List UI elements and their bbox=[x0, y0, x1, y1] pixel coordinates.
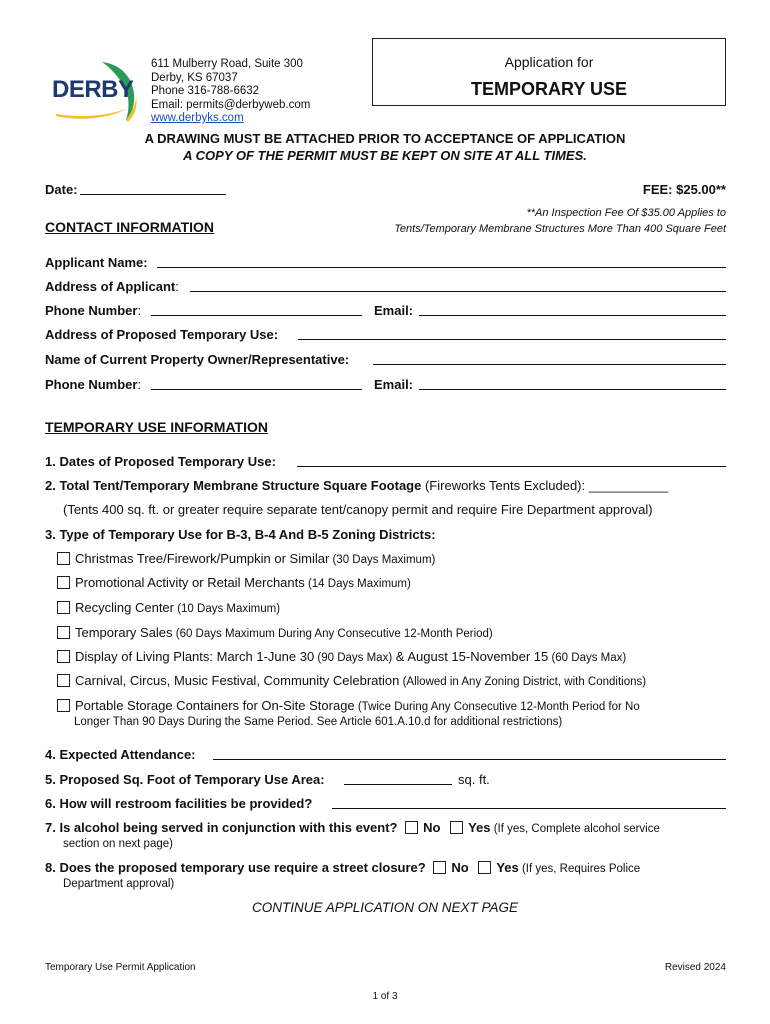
derby-logo bbox=[50, 56, 140, 122]
q7-no-label: No bbox=[423, 820, 441, 835]
owner-phone-label: Phone Number: bbox=[45, 377, 142, 392]
option-living-plants[interactable]: Display of Living Plants: March 1-June 30 (90 Days Max) & August 15-November 15 (60 Days Max) bbox=[57, 649, 626, 664]
email-label: Email: bbox=[374, 303, 414, 318]
contact-heading: CONTACT INFORMATION bbox=[45, 219, 215, 235]
q3-label: 3. Type of Temporary Use for B-3, B-4 And B-5 Zoning Districts: bbox=[45, 527, 436, 542]
title-box bbox=[372, 38, 726, 106]
checkbox[interactable] bbox=[57, 626, 70, 639]
checkbox[interactable] bbox=[57, 552, 70, 565]
owner-email-label: Email: bbox=[374, 377, 414, 392]
applicant-name-label: Applicant Name: bbox=[45, 255, 148, 270]
q8-note-line2: Department approval) bbox=[63, 878, 175, 890]
option-recycling[interactable]: Recycling Center (10 Days Maximum) bbox=[57, 600, 280, 615]
q8-no-label: No bbox=[451, 860, 469, 875]
applicant-address-label: Address of Applicant: bbox=[45, 279, 179, 294]
q5-unit: sq. ft. bbox=[458, 772, 490, 787]
owner-label: Name of Current Property Owner/Representative: bbox=[45, 352, 350, 367]
q2-label: 2. Total Tent/Temporary Membrane Structure Square Footage (Fireworks Tents Excluded): ___________ bbox=[45, 478, 669, 493]
checkbox[interactable] bbox=[57, 576, 70, 589]
footer-title: Temporary Use Permit Application bbox=[45, 962, 196, 973]
q6-label: 6. How will restroom facilities be provided? bbox=[45, 796, 313, 811]
checkbox[interactable] bbox=[57, 650, 70, 663]
q7-no-checkbox[interactable] bbox=[405, 821, 418, 834]
address-block bbox=[151, 58, 310, 126]
owner-field[interactable] bbox=[373, 364, 726, 365]
temp-use-heading: TEMPORARY USE INFORMATION bbox=[45, 419, 268, 435]
permit-warning: A COPY OF THE PERMIT MUST BE KEPT ON SITE AT ALL TIMES. bbox=[183, 148, 587, 163]
email-line: Email: permits@derbyweb.com bbox=[151, 98, 311, 111]
date-field[interactable] bbox=[80, 194, 226, 195]
applicant-address-field[interactable] bbox=[190, 291, 726, 292]
q1-dates-field[interactable] bbox=[297, 466, 726, 467]
website-link[interactable]: www.derbyks.com bbox=[151, 112, 244, 124]
q8-yes-label: Yes bbox=[496, 860, 519, 875]
q5-area-field[interactable] bbox=[344, 784, 452, 785]
q4-attendance-field[interactable] bbox=[213, 759, 726, 760]
option-portable-storage-line2: Longer Than 90 Days During the Same Period. See Article 601.A.10.d for additional restrictions) bbox=[74, 716, 563, 728]
address-line2: Derby, KS 67037 bbox=[151, 71, 238, 84]
q7-yes-checkbox[interactable] bbox=[450, 821, 463, 834]
q6-restroom-field[interactable] bbox=[332, 808, 726, 809]
q8-yes-checkbox[interactable] bbox=[478, 861, 491, 874]
owner-email-field[interactable] bbox=[419, 389, 726, 390]
fee-note bbox=[394, 205, 726, 237]
option-temporary-sales[interactable]: Temporary Sales (60 Days Maximum During Any Consecutive 12-Month Period) bbox=[57, 625, 493, 640]
continue-note: CONTINUE APPLICATION ON NEXT PAGE bbox=[251, 900, 519, 915]
phone-number-field[interactable] bbox=[151, 315, 362, 316]
q1-label: 1. Dates of Proposed Temporary Use: bbox=[45, 454, 276, 469]
logo-text: DERBY bbox=[52, 76, 134, 103]
checkbox[interactable] bbox=[57, 601, 70, 614]
q2-note: (Tents 400 sq. ft. or greater require separate tent/canopy permit and require Fire Department approval) bbox=[63, 502, 653, 517]
applicant-name-field[interactable] bbox=[157, 267, 726, 268]
drawing-warning: A DRAWING MUST BE ATTACHED PRIOR TO ACCEPTANCE OF APPLICATION bbox=[144, 131, 626, 146]
q8-no-checkbox[interactable] bbox=[433, 861, 446, 874]
proposed-address-label: Address of Proposed Temporary Use: bbox=[45, 327, 279, 342]
checkbox[interactable] bbox=[57, 699, 70, 712]
phone-number-label: Phone Number: bbox=[45, 303, 142, 318]
address-line1: 611 Mulberry Road, Suite 300 bbox=[151, 58, 303, 70]
q8-label: 8. Does the proposed temporary use require a street closure? No Yes (If yes, Requires Police bbox=[45, 860, 641, 875]
fee-note-line2: Tents/Temporary Membrane Structures More Than 400 Square Feet bbox=[394, 223, 726, 235]
q4-label: 4. Expected Attendance: bbox=[45, 747, 196, 762]
option-carnival[interactable]: Carnival, Circus, Music Festival, Community Celebration (Allowed in Any Zoning District, with Conditions) bbox=[57, 673, 646, 688]
page-number: 1 of 3 bbox=[372, 991, 398, 1002]
q7-label: 7. Is alcohol being served in conjunction with this event? No Yes (If yes, Complete alcohol service bbox=[45, 820, 660, 835]
owner-phone-field[interactable] bbox=[151, 389, 362, 390]
page-title: TEMPORARY USE bbox=[470, 79, 628, 99]
option-promotional[interactable]: Promotional Activity or Retail Merchants (14 Days Maximum) bbox=[57, 575, 411, 590]
q7-yes-label: Yes bbox=[468, 820, 491, 835]
option-christmas-tree[interactable]: Christmas Tree/Firework/Pumpkin or Similar (30 Days Maximum) bbox=[57, 551, 435, 566]
fee-label: FEE: $25.00** bbox=[642, 182, 726, 197]
title-small: Application for bbox=[504, 54, 594, 70]
option-portable-storage[interactable]: Portable Storage Containers for On-Site Storage (Twice During Any Consecutive 12-Month Period for No bbox=[57, 698, 640, 713]
proposed-address-field[interactable] bbox=[298, 339, 726, 340]
date-label: Date: bbox=[45, 182, 78, 197]
email-field[interactable] bbox=[419, 315, 726, 316]
q7-note-line2: section on next page) bbox=[63, 838, 173, 850]
checkbox[interactable] bbox=[57, 674, 70, 687]
footer-revised: Revised 2024 bbox=[664, 962, 726, 973]
phone-line: Phone 316-788-6632 bbox=[151, 85, 260, 97]
q5-label: 5. Proposed Sq. Foot of Temporary Use Area: bbox=[45, 772, 325, 787]
fee-note-line1: **An Inspection Fee Of $35.00 Applies to bbox=[526, 207, 726, 219]
